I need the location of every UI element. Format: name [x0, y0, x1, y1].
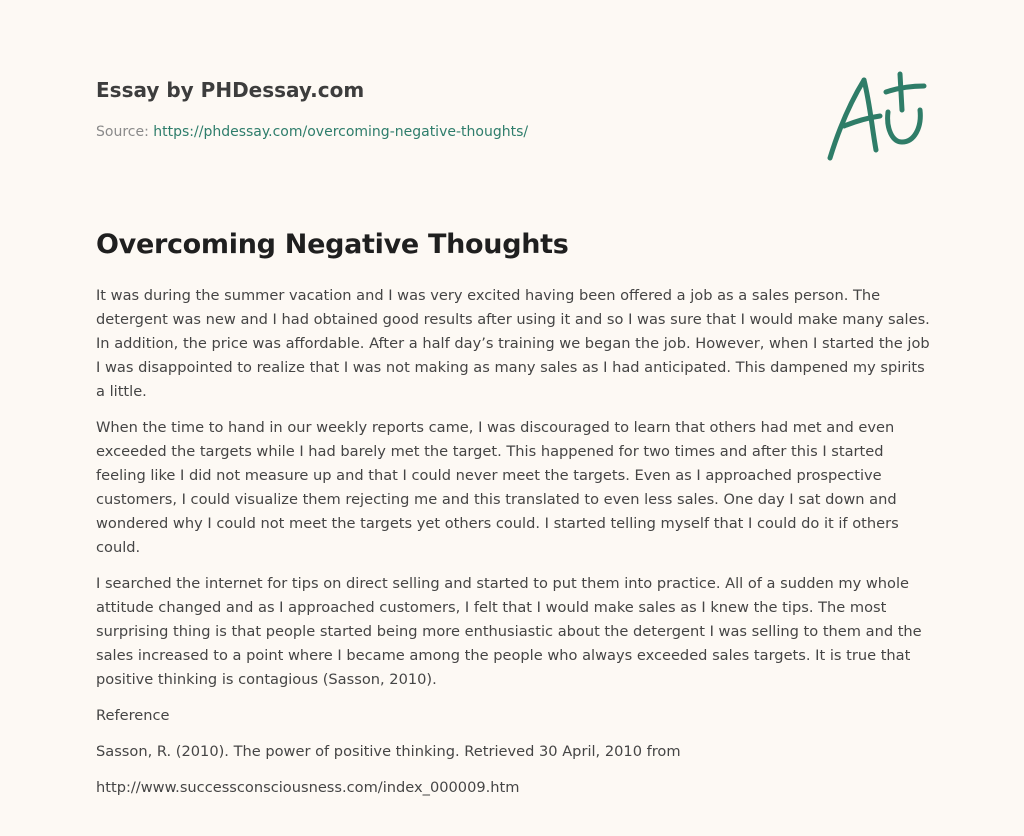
- essay-paragraph: I searched the internet for tips on direct selling and started to put them into practice. All of a sudden my whole attitude changed and as I approached customers, I felt that I would make sales as I knew the tips. The most surprising thing is that people started being more enthusiastic about the detergent I was selling to them and the sales increased to a point where I became among the people who always exceeded sales targets. It is true that positive thinking is contagious (Sasson, 2010).: [96, 575, 922, 688]
- source-label: Source:: [96, 124, 149, 140]
- essay-paragraph: When the time to hand in our weekly reports came, I was discouraged to learn that others had met and even exceeded the targets while I had barely met the target. This happened for two times and after this I started feeling like I did not measure up and that I could never meet the targets. Even as I approached prospective customers, I could visualize them rejecting me and this translated to even less sales. One day I sat down and wondered why I could not meet the targets yet others could. I started telling myself that I could do it if others could.: [96, 419, 899, 556]
- source-link[interactable]: https://phdessay.com/overcoming-negative-thoughts/: [153, 124, 529, 140]
- reference-heading: Reference: [96, 707, 170, 724]
- source-line: [96, 122, 796, 142]
- page-header: [96, 76, 796, 142]
- reference-url: http://www.successconsciousness.com/index_000009.htm: [96, 779, 520, 796]
- reference-entry: Sasson, R. (2010). The power of positive thinking. Retrieved 30 April, 2010 from: [96, 743, 681, 760]
- essay-paragraph: It was during the summer vacation and I was very excited having been offered a job as a sales person. The detergent was new and I had obtained good results after using it and so I was sure that I would make many sales. In addition, the price was affordable. After a half day’s training we began the job. However, when I started the job I was disappointed to realize that I was not making as many sales as I had anticipated. This dampened my spirits a little.: [96, 287, 930, 400]
- site-brand: Essay by PHDessay.com: [96, 78, 365, 102]
- a-plus-logo: [822, 66, 932, 166]
- essay-title: Overcoming Negative Thoughts: [96, 229, 569, 260]
- essay-body: [96, 284, 932, 812]
